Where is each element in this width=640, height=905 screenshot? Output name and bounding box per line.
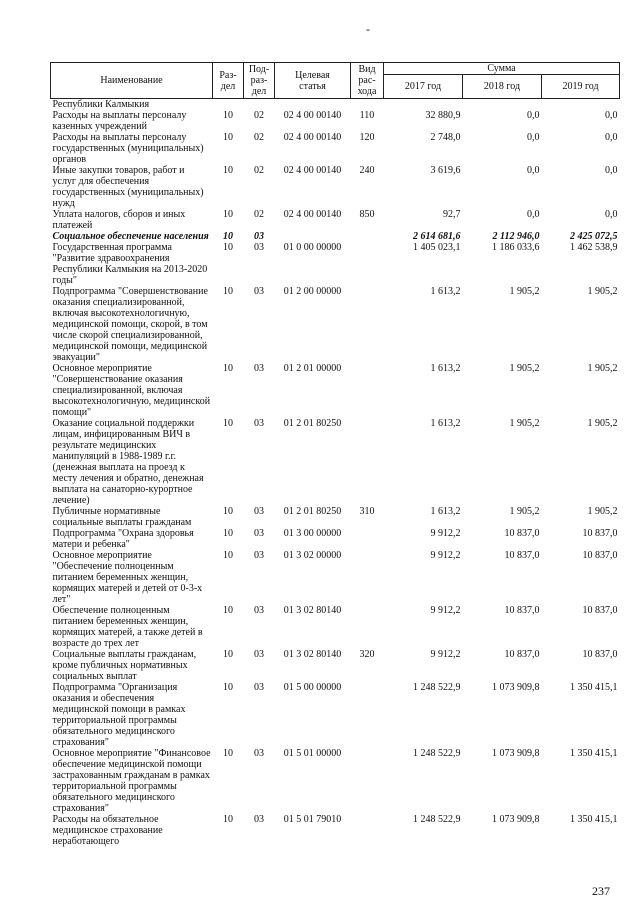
vid-cell: 240: [359, 165, 375, 176]
col-header-target: Целевая статья: [275, 63, 351, 99]
sum-2019-cell: 10 837,0: [582, 605, 618, 616]
sum-2019-cell: 0,0: [605, 209, 618, 220]
table-row: [51, 506, 620, 528]
name-cell: Республики Калмыкия: [52, 99, 150, 110]
vid-cell: [351, 286, 384, 363]
razdel-cell: 10: [223, 649, 233, 660]
page-number: 237: [592, 884, 610, 898]
table-row: [51, 550, 620, 605]
podrazdel-cell: 03: [254, 649, 264, 660]
razdel-cell: 10: [223, 286, 233, 297]
sum-2017-cell: 3 619,6: [430, 165, 461, 176]
sum-2018-cell: 1 905,2: [509, 506, 540, 517]
sum-2017-cell: 1 405 023,1: [413, 242, 461, 253]
sum-2017-cell: 9 912,2: [430, 649, 461, 660]
podrazdel-cell: 03: [254, 231, 264, 242]
razdel-cell: 10: [223, 550, 233, 561]
sum-2017-cell: 9 912,2: [430, 550, 461, 561]
table-row: [51, 605, 620, 649]
table-row: [51, 748, 620, 814]
table-body: [51, 99, 620, 848]
vid-cell: [351, 99, 384, 111]
sum-2018-cell: 0,0: [527, 165, 540, 176]
sum-2018-cell: 1 186 033,6: [492, 242, 540, 253]
razdel-cell: 10: [223, 506, 233, 517]
table-row: [51, 814, 620, 847]
target-cell: 01 2 01 80250: [283, 418, 342, 429]
sum-2019-cell: 1 905,2: [587, 363, 618, 374]
vid-cell: 320: [359, 649, 375, 660]
sum-2017-cell: 1 613,2: [430, 363, 461, 374]
col-header-year-2019: 2019 год: [542, 75, 620, 99]
sum-2019-cell: 1 462 538,9: [570, 242, 618, 253]
podrazdel-cell: 03: [254, 528, 264, 539]
sum-2017-cell: 1 613,2: [430, 506, 461, 517]
col-header-year-2017: 2017 год: [384, 75, 463, 99]
podrazdel-cell: [244, 99, 275, 111]
table-row: [51, 418, 620, 506]
podrazdel-cell: 03: [254, 814, 264, 825]
sum-2017-cell: 1 613,2: [430, 418, 461, 429]
target-cell: 01 3 02 80140: [283, 649, 342, 660]
name-cell: Публичные нормативные социальные выплаты гражданам: [52, 506, 192, 528]
podrazdel-cell: 03: [254, 242, 264, 253]
sum-2018-cell: 10 837,0: [504, 605, 540, 616]
sum-2019-cell: 0,0: [605, 132, 618, 143]
razdel-cell: 10: [223, 231, 233, 242]
vid-cell: [351, 748, 384, 814]
name-cell: Социальное обеспечение населения: [52, 231, 209, 242]
col-header-podrazdel: Под- раз- дел: [244, 63, 275, 99]
sum-2017-cell: 2 748,0: [430, 132, 461, 143]
table-header: [51, 63, 620, 99]
sum-2018-cell: 2 112 946,0: [492, 231, 540, 242]
sum-2017-cell: 1 248 522,9: [413, 814, 461, 825]
sum-2019-cell: [542, 99, 620, 111]
sum-2019-cell: 1 905,2: [587, 418, 618, 429]
name-cell: Расходы на выплаты персоналу государственных (муниципальных) органов: [52, 132, 204, 165]
podrazdel-cell: 02: [254, 132, 264, 143]
sum-2018-cell: [463, 99, 542, 111]
top-dash: -: [366, 22, 370, 36]
vid-cell: 850: [359, 209, 375, 220]
target-cell: 01 2 01 00000: [283, 363, 342, 374]
sum-2018-cell: 10 837,0: [504, 649, 540, 660]
target-cell: 02 4 00 00140: [283, 209, 342, 220]
target-cell: 01 5 01 00000: [283, 748, 342, 759]
target-cell: 02 4 00 00140: [283, 165, 342, 176]
name-cell: Уплата налогов, сборов и иных платежей: [52, 209, 186, 231]
target-cell: 01 5 01 79010: [283, 814, 342, 825]
table-row: [51, 363, 620, 418]
sum-2017-cell: 1 248 522,9: [413, 682, 461, 693]
name-cell: Государственная программа "Развитие здравоохранения Республики Калмыкия на 2013-2020 годы": [52, 242, 208, 286]
sum-2017-cell: 2 614 681,6: [413, 231, 461, 242]
target-cell: 02 4 00 00140: [283, 132, 342, 143]
budget-table: [50, 62, 620, 847]
razdel-cell: 10: [223, 242, 233, 253]
vid-cell: [351, 418, 384, 506]
col-header-name: Наименование: [51, 63, 213, 99]
vid-cell: [351, 814, 384, 847]
col-header-vid: Вид рас- хода: [351, 63, 384, 99]
razdel-cell: 10: [223, 528, 233, 539]
name-cell: Расходы на выплаты персоналу казенных учреждений: [52, 110, 187, 132]
table-row: [51, 242, 620, 286]
razdel-cell: 10: [223, 814, 233, 825]
table-row: [51, 649, 620, 682]
name-cell: Основное мероприятие "Финансовое обеспечение медицинской помощи застрахованным гражданам в рамках территориальной программы обязательного медицинского страхования": [52, 748, 211, 814]
razdel-cell: 10: [223, 605, 233, 616]
col-header-sum: Сумма: [384, 63, 620, 75]
podrazdel-cell: 03: [254, 286, 264, 297]
sum-2017-cell: 9 912,2: [430, 605, 461, 616]
target-cell: 01 2 00 00000: [283, 286, 342, 297]
sum-2019-cell: 0,0: [605, 110, 618, 121]
table-row: [51, 682, 620, 748]
table-row: [51, 110, 620, 132]
vid-cell: [351, 363, 384, 418]
table-row: [51, 209, 620, 231]
table-row: [51, 132, 620, 165]
name-cell: Подпрограмма "Охрана здоровья матери и ребенка": [52, 528, 194, 550]
target-cell: 01 3 02 00000: [283, 550, 342, 561]
sum-2019-cell: 1 350 415,1: [570, 748, 618, 759]
sum-2018-cell: 1 905,2: [509, 286, 540, 297]
target-cell: 01 3 02 80140: [283, 605, 342, 616]
podrazdel-cell: 03: [254, 550, 264, 561]
target-cell: 01 5 00 00000: [283, 682, 342, 693]
target-cell: 01 0 00 00000: [283, 242, 342, 253]
sum-2017-cell: 1 613,2: [430, 286, 461, 297]
table-row: [51, 528, 620, 550]
podrazdel-cell: 02: [254, 165, 264, 176]
razdel-cell: [213, 99, 244, 111]
sum-2019-cell: 1 905,2: [587, 286, 618, 297]
name-cell: Расходы на обязательное медицинское страхование неработающего: [52, 814, 163, 847]
sum-2019-cell: 10 837,0: [582, 550, 618, 561]
table-row: [51, 165, 620, 209]
table-row: [51, 99, 620, 111]
target-cell: 02 4 00 00140: [283, 110, 342, 121]
razdel-cell: 10: [223, 132, 233, 143]
sum-2017-cell: 9 912,2: [430, 528, 461, 539]
table-row: [51, 286, 620, 363]
sum-2018-cell: 1 073 909,8: [492, 682, 540, 693]
sum-2017-cell: [384, 99, 463, 111]
name-cell: Основное мероприятие "Совершенствование оказания специализированной, включая высокотехнологичную, медицинской помощи": [52, 363, 211, 418]
sum-2018-cell: 1 905,2: [509, 418, 540, 429]
razdel-cell: 10: [223, 682, 233, 693]
vid-cell: [351, 605, 384, 649]
sum-2017-cell: 92,7: [443, 209, 461, 220]
sum-2019-cell: 1 350 415,1: [570, 682, 618, 693]
sum-2017-cell: 1 248 522,9: [413, 748, 461, 759]
vid-cell: [351, 242, 384, 286]
target-cell: 01 3 00 00000: [283, 528, 342, 539]
col-header-year-2018: 2018 год: [463, 75, 542, 99]
table-row: [51, 231, 620, 242]
sum-2019-cell: 10 837,0: [582, 528, 618, 539]
razdel-cell: 10: [223, 363, 233, 374]
vid-cell: [351, 550, 384, 605]
vid-cell: 310: [359, 506, 375, 517]
sum-2019-cell: 2 425 072,5: [570, 231, 618, 242]
sum-2019-cell: 1 905,2: [587, 506, 618, 517]
podrazdel-cell: 03: [254, 506, 264, 517]
name-cell: Социальные выплаты гражданам, кроме публичных нормативных социальных выплат: [52, 649, 197, 682]
name-cell: Основное мероприятие "Обеспечение полноценным питанием беременных женщин, кормящих матерей и детей от 0-3-х лет": [52, 550, 203, 605]
vid-cell: 120: [359, 132, 375, 143]
name-cell: Оказание социальной поддержки лицам, инфицированным ВИЧ в результате медицинских манипуляций в 1988-1989 г.г. (денежная выплата на проезд к месту лечения и обратно, денежная выплата на санаторно-курортное лечение): [52, 418, 204, 506]
razdel-cell: 10: [223, 748, 233, 759]
razdel-cell: 10: [223, 209, 233, 220]
podrazdel-cell: 03: [254, 682, 264, 693]
name-cell: Подпрограмма "Организация оказания и обеспечения медицинской помощи в рамках территориальной программы обязательного медицинского страхования": [52, 682, 186, 748]
podrazdel-cell: 03: [254, 363, 264, 374]
razdel-cell: 10: [223, 110, 233, 121]
sum-2019-cell: 1 350 415,1: [570, 814, 618, 825]
name-cell: Подпрограмма "Совершенствование оказания специализированной, включая высокотехнологичную, медицинской помощи, скорой, в том числе скорой специализированной, медицинской помощи, медицинской эвакуации": [52, 286, 208, 363]
vid-cell: [351, 528, 384, 550]
sum-2018-cell: 1 073 909,8: [492, 748, 540, 759]
target-cell: [275, 99, 351, 111]
sum-2018-cell: 0,0: [527, 209, 540, 220]
sum-2018-cell: 0,0: [527, 110, 540, 121]
podrazdel-cell: 02: [254, 110, 264, 121]
podrazdel-cell: 03: [254, 748, 264, 759]
target-cell: 01 2 01 80250: [283, 506, 342, 517]
sum-2019-cell: 0,0: [605, 165, 618, 176]
target-cell: [275, 231, 351, 242]
sum-2018-cell: 0,0: [527, 132, 540, 143]
podrazdel-cell: 02: [254, 209, 264, 220]
sum-2018-cell: 1 073 909,8: [492, 814, 540, 825]
sum-2019-cell: 10 837,0: [582, 649, 618, 660]
vid-cell: 110: [359, 110, 375, 121]
name-cell: Иные закупки товаров, работ и услуг для обеспечения государственных (муниципальных) нужд: [52, 165, 204, 209]
podrazdel-cell: 03: [254, 418, 264, 429]
sum-2018-cell: 10 837,0: [504, 528, 540, 539]
vid-cell: [351, 682, 384, 748]
col-header-razdel: Раз- дел: [213, 63, 244, 99]
name-cell: Обеспечение полноценным питанием беременных женщин, кормящих матерей, а также детей в возрасте до трех лет: [52, 605, 203, 649]
podrazdel-cell: 03: [254, 605, 264, 616]
vid-cell: [351, 231, 384, 242]
sum-2018-cell: 1 905,2: [509, 363, 540, 374]
sum-2018-cell: 10 837,0: [504, 550, 540, 561]
sum-2017-cell: 32 880,9: [425, 110, 461, 121]
razdel-cell: 10: [223, 165, 233, 176]
razdel-cell: 10: [223, 418, 233, 429]
